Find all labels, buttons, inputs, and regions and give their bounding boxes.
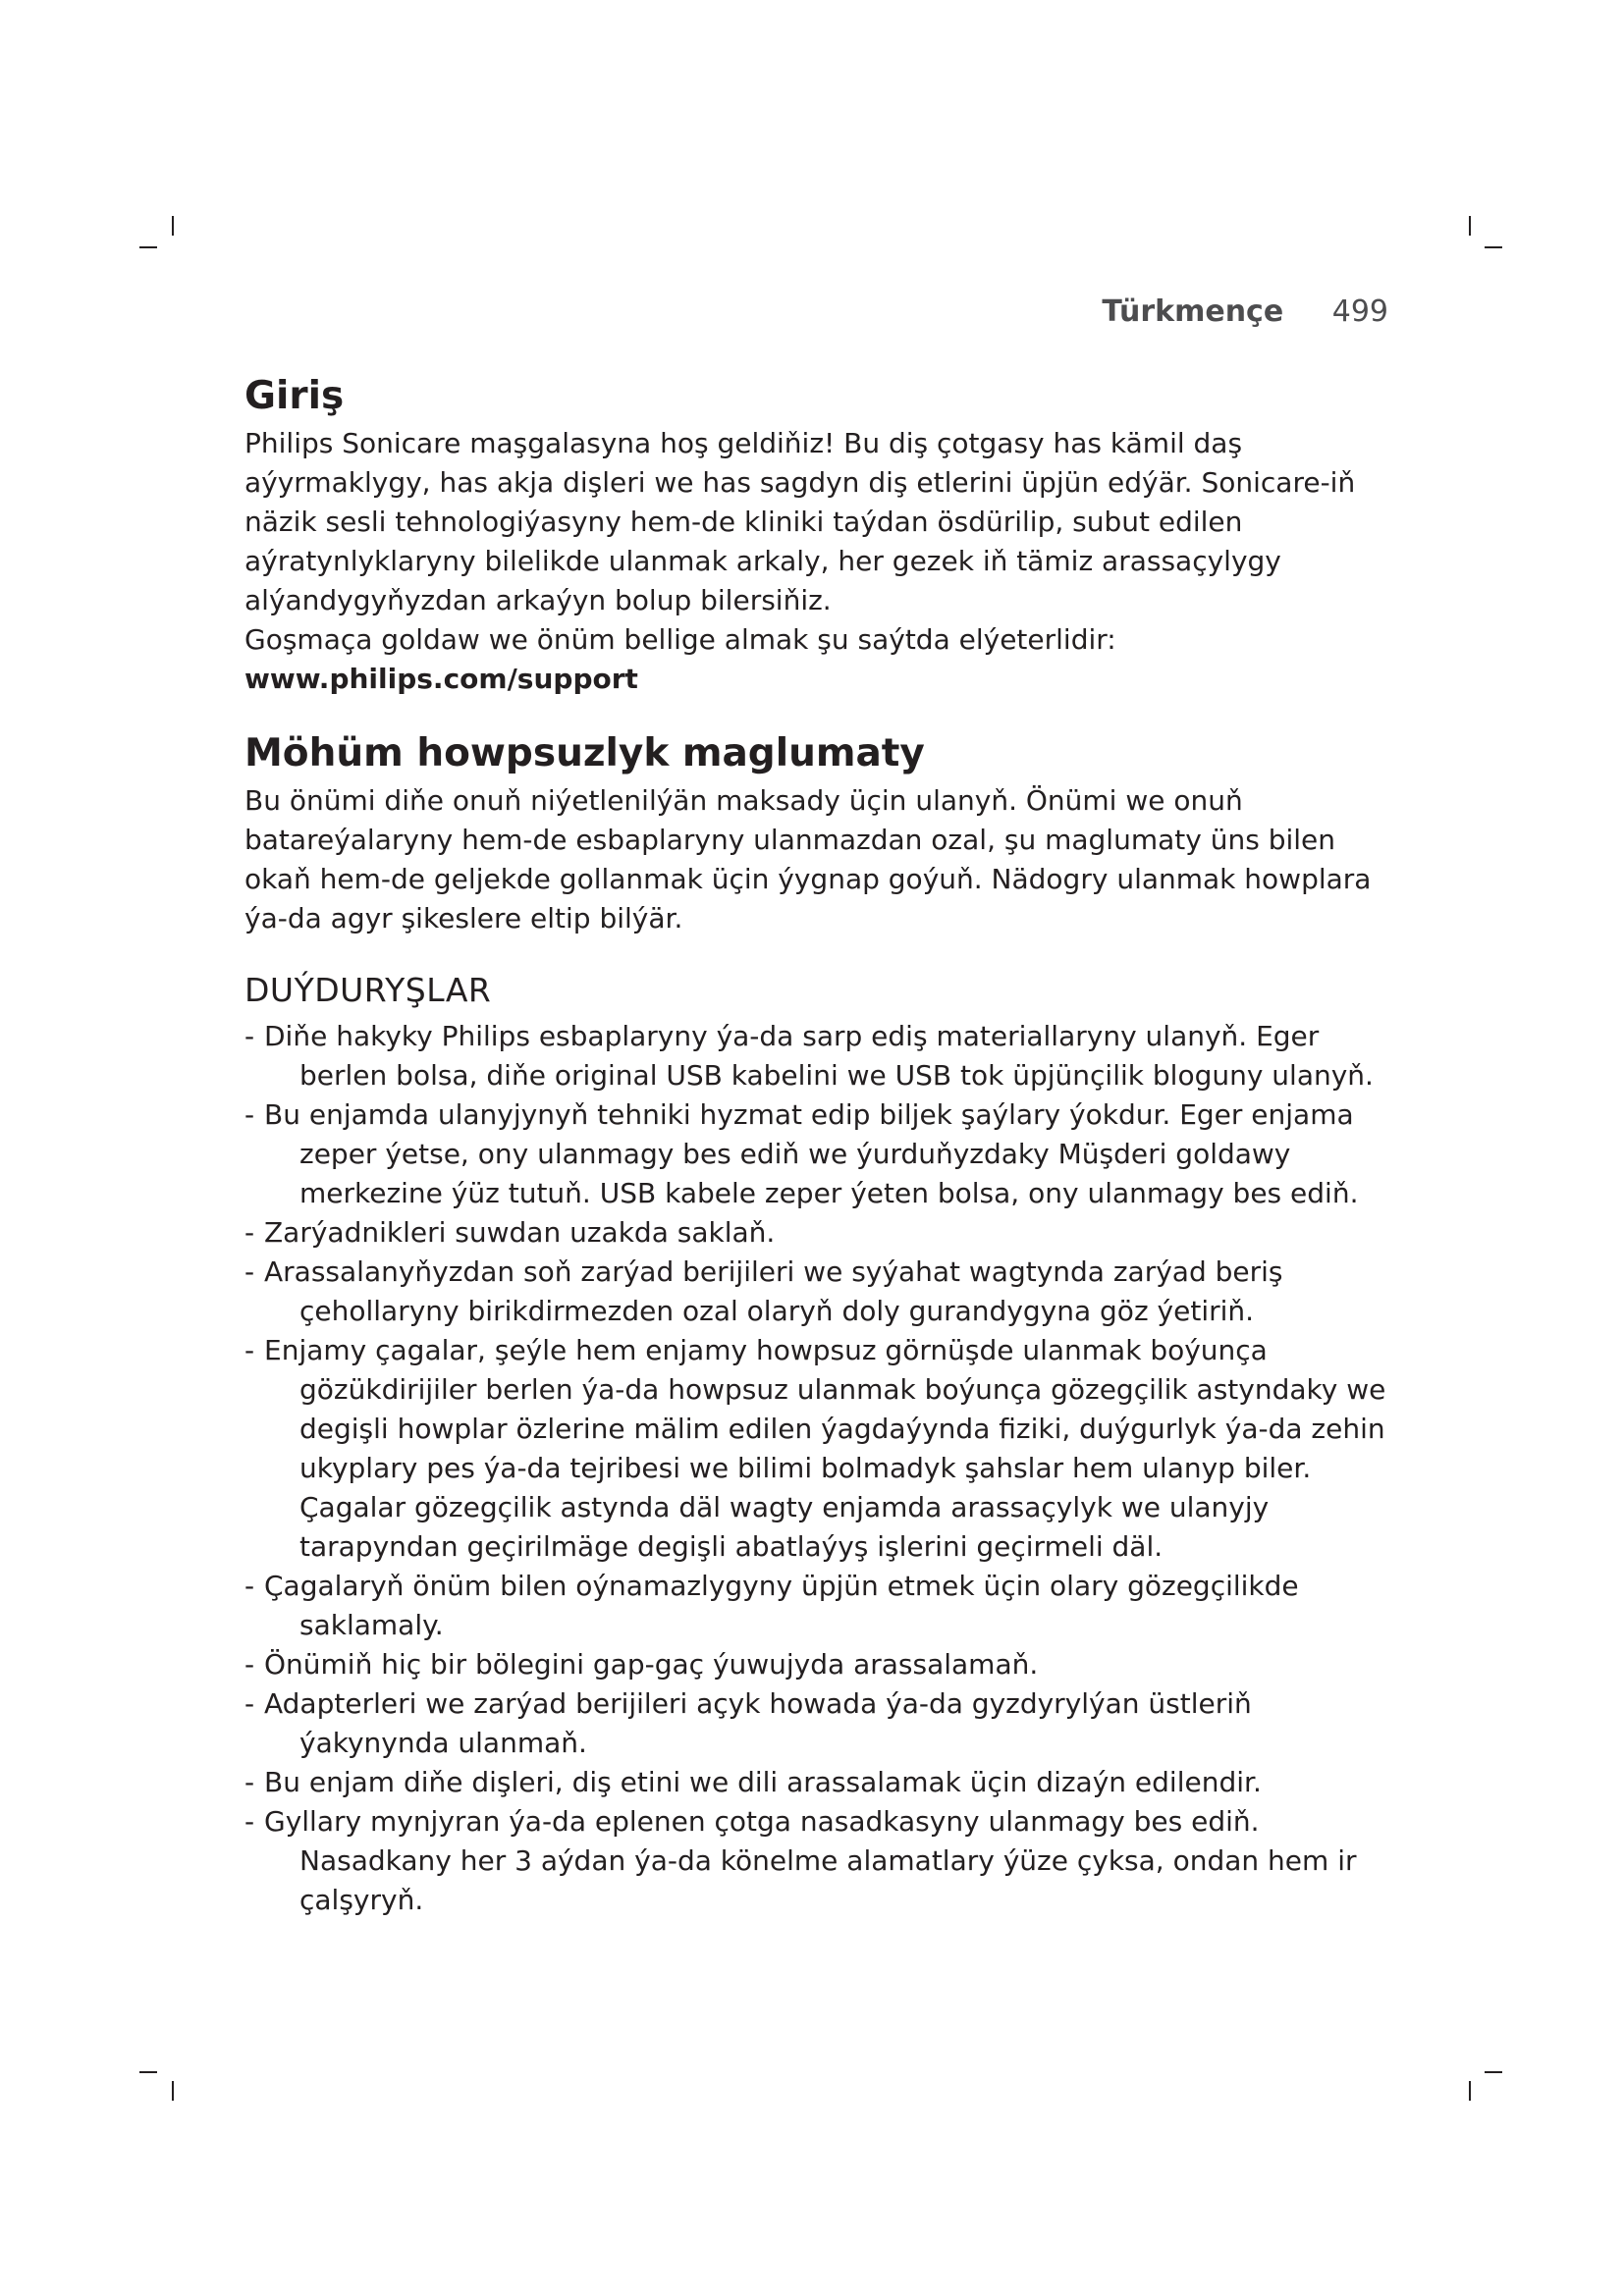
warning-item: - Diňe hakyky Philips esbaplaryny ýa-da sarp ediş materiallaryny ulanyň. Eger berlen bolsa, diňe original USB kabelini we USB tok üpjünçilik bloguny ulanyň. [244, 1020, 1374, 1092]
crop-mark [172, 2081, 174, 2101]
safety-title: Möhüm howpsuzlyk maglumaty [244, 731, 925, 775]
support-url[interactable]: www.philips.com/support [244, 663, 638, 695]
warning-item: - Bu enjamda ulanyjynyň tehniki hyzmat edip biljek şaýlary ýokdur. Eger enjama zeper ýetse, ony ulanmagy bes ediň we ýurduňyzdaky Müşderi goldawy merkezine ýüz tutuň. USB kabele zeper ýeten bolsa, ony ulanmagy bes ediň. [244, 1098, 1359, 1209]
support-text: Goşmaça goldaw we önüm bellige almak şu saýtda elýeterlidir: [244, 623, 1116, 656]
warnings-title: DUÝDURYŞLAR [244, 971, 492, 1009]
crop-mark [1469, 216, 1471, 236]
page-header [1080, 294, 1388, 329]
intro-title: Giriş [244, 374, 345, 418]
warning-item: - Enjamy çagalar, şeýle hem enjamy howpsuz görnüşde ulanmak boýunça gözükdirijiler berlen ýa-da howpsuz ulanmak boýunça gözegçilik astyndaky we degişli howplar özlerine mälim edilen ýagdaýynda fiziki, duýgurlyk ýa-da zehin ukyplary pes ýa-da tejribesi we bilimi bolmadyk şahslar hem ulanyp biler. Çagalar gözegçilik astynda däl wagty enjamda arassaçylyk we ulanyjy tarapyndan geçirilmäge degişli abatlaýyş işlerini geçirmeli däl. [244, 1334, 1386, 1563]
page-number: 499 [1331, 294, 1388, 329]
crop-mark [172, 216, 174, 236]
warning-item: - Bu enjam diňe dişleri, diş etini we dili arassalamak üçin dizaýn edilendir. [244, 1766, 1262, 1798]
crop-mark [1469, 2081, 1471, 2101]
page-content [244, 373, 1393, 1920]
warnings-list [244, 1017, 1393, 1920]
header-language: Türkmençe [1102, 294, 1284, 329]
intro-paragraph: Philips Sonicare maşgalasyna hoş geldiňiz! Bu diş çotgasy has kämil daş aýyrmaklygy, has akja dişleri we has sagdyn diş etlerini üpjün edýär. Sonicare-iň näzik sesli tehnologiýasyny hem-de kliniki taýdan ösdürilip, subut edilen aýratynlyklaryny bilelikde ulanmak arkaly, her gezek iň tämiz arassaçylygy alýandygyňyzdan arkaýyn bolup bilersiňiz. [244, 427, 1356, 616]
crop-mark [1485, 246, 1502, 248]
safety-paragraph: Bu önümi diňe onuň niýetlenilýän maksady üçin ulanyň. Önümi we onuň batareýalaryny hem-de esbaplaryny ulanmazdan ozal, şu maglumaty üns bilen okaň hem-de geljekde gollanmak üçin ýygnap goýuň. Nädogry ulanmak howplara ýa-da agyr şikeslere eltip bilýär. [244, 784, 1372, 934]
warning-item: - Gyllary mynjyran ýa-da eplenen çotga nasadkasyny ulanmagy bes ediň. Nasadkany her 3 aýdan ýa-da könelme alamatlary ýüze çyksa, ondan hem ir çalşyryň. [244, 1805, 1357, 1916]
warning-item: - Adapterleri we zarýad berijileri açyk howada ýa-da gyzdyrylýan üstleriň ýakynynda ulanmaň. [244, 1687, 1252, 1759]
warning-item: - Çagalaryň önüm bilen oýnamazlygyny üpjün etmek üçin olary gözegçilikde saklamaly. [244, 1570, 1299, 1641]
warning-item: - Zarýadnikleri suwdan uzakda saklaň. [244, 1216, 776, 1249]
warning-item: - Önümiň hiç bir bölegini gap-gaç ýuwujyda arassalamaň. [244, 1648, 1039, 1681]
crop-mark [1485, 2071, 1502, 2073]
warning-item: - Arassalanyňyzdan soň zarýad berijileri we syýahat wagtynda zarýad beriş çehollaryny birikdirmezden ozal olaryň doly gurandygyna göz ýetiriň. [244, 1255, 1283, 1327]
crop-mark [139, 2071, 157, 2073]
crop-mark [139, 246, 157, 248]
